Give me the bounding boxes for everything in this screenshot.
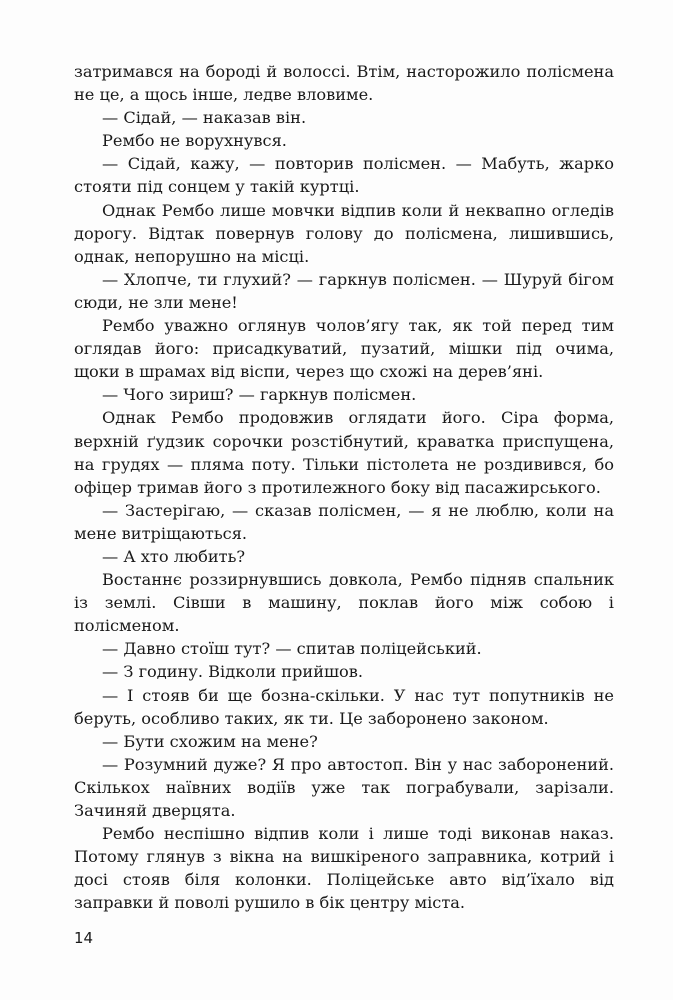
- paragraph-14: — З годину. Відколи прийшов.: [102, 662, 364, 682]
- paragraph-9: Однак Рембо продовжив оглядати його. Сіра форма, верхній ґудзик сорочки розстібнутий, краватка приспущена, на грудях — пляма поту. Тільки пістолета не роздивився, бо офіцер тримав його з протилежного боку від пасажирського.: [74, 408, 614, 497]
- paragraph-12: Востаннє роззирнувшись довкола, Рембо підняв спальник із землі. Сівши в машину, поклав його між собою і полісменом.: [74, 570, 614, 636]
- paragraph-13: — Давно стоїш тут? — спитав поліцейський.: [102, 639, 482, 659]
- paragraph-15: — І стояв би ще бозна-скільки. У нас тут попутників не беруть, особливо таких, як ти. Це заборонено законом.: [74, 685, 614, 728]
- paragraph-2: — Сідай, — наказав він.: [102, 108, 307, 128]
- paragraph-6: — Хлопче, ти глухий? — гаркнув полісмен. — Шуруй бігом сюди, не зли мене!: [74, 269, 614, 312]
- paragraph-11: — А хто любить?: [102, 546, 246, 566]
- body-text: [74, 60, 614, 914]
- page-number: 14: [74, 929, 94, 947]
- paragraph-3: Рембо не ворухнувся.: [102, 131, 287, 151]
- paragraph-17: — Розумний дуже? Я про автостоп. Він у нас заборонений. Скількох наївних водіїв уже так пограбували, зарізали. Зачиняй дверцята.: [74, 754, 614, 820]
- paragraph-18: Рембо неспішно відпив коли і лише тоді виконав наказ. Потому глянув з вікна на вишкіреного заправника, котрий і досі стояв біля колонки. Поліцейське авто від’їхало від заправки й поволі рушило в бік центру міста.: [74, 824, 614, 913]
- paragraph-1: затримався на бороді й волоссі. Втім, насторожило полісмена не це, а щось інше, ледве вловиме.: [74, 62, 614, 105]
- paragraph-10: — Застерігаю, — сказав полісмен, — я не люблю, коли на мене витріщаються.: [74, 500, 614, 543]
- paragraph-16: — Бути схожим на мене?: [102, 731, 318, 751]
- paragraph-4: — Сідай, кажу, — повторив полісмен. — Мабуть, жарко стояти під сонцем у такій куртці.: [74, 154, 614, 197]
- paragraph-5: Однак Рембо лише мовчки відпив коли й неквапно огледів дорогу. Відтак повернув голову до полісмена, лишившись, однак, непорушно на місці.: [74, 200, 614, 266]
- paragraph-7: Рембо уважно оглянув чолов’ягу так, як той перед тим оглядав його: присадкуватий, пузатий, мішки під очима, щоки в шрамах від віспи, через що схожі на дерев’яні.: [74, 316, 614, 382]
- paragraph-8: — Чого зириш? — гаркнув полісмен.: [102, 385, 417, 405]
